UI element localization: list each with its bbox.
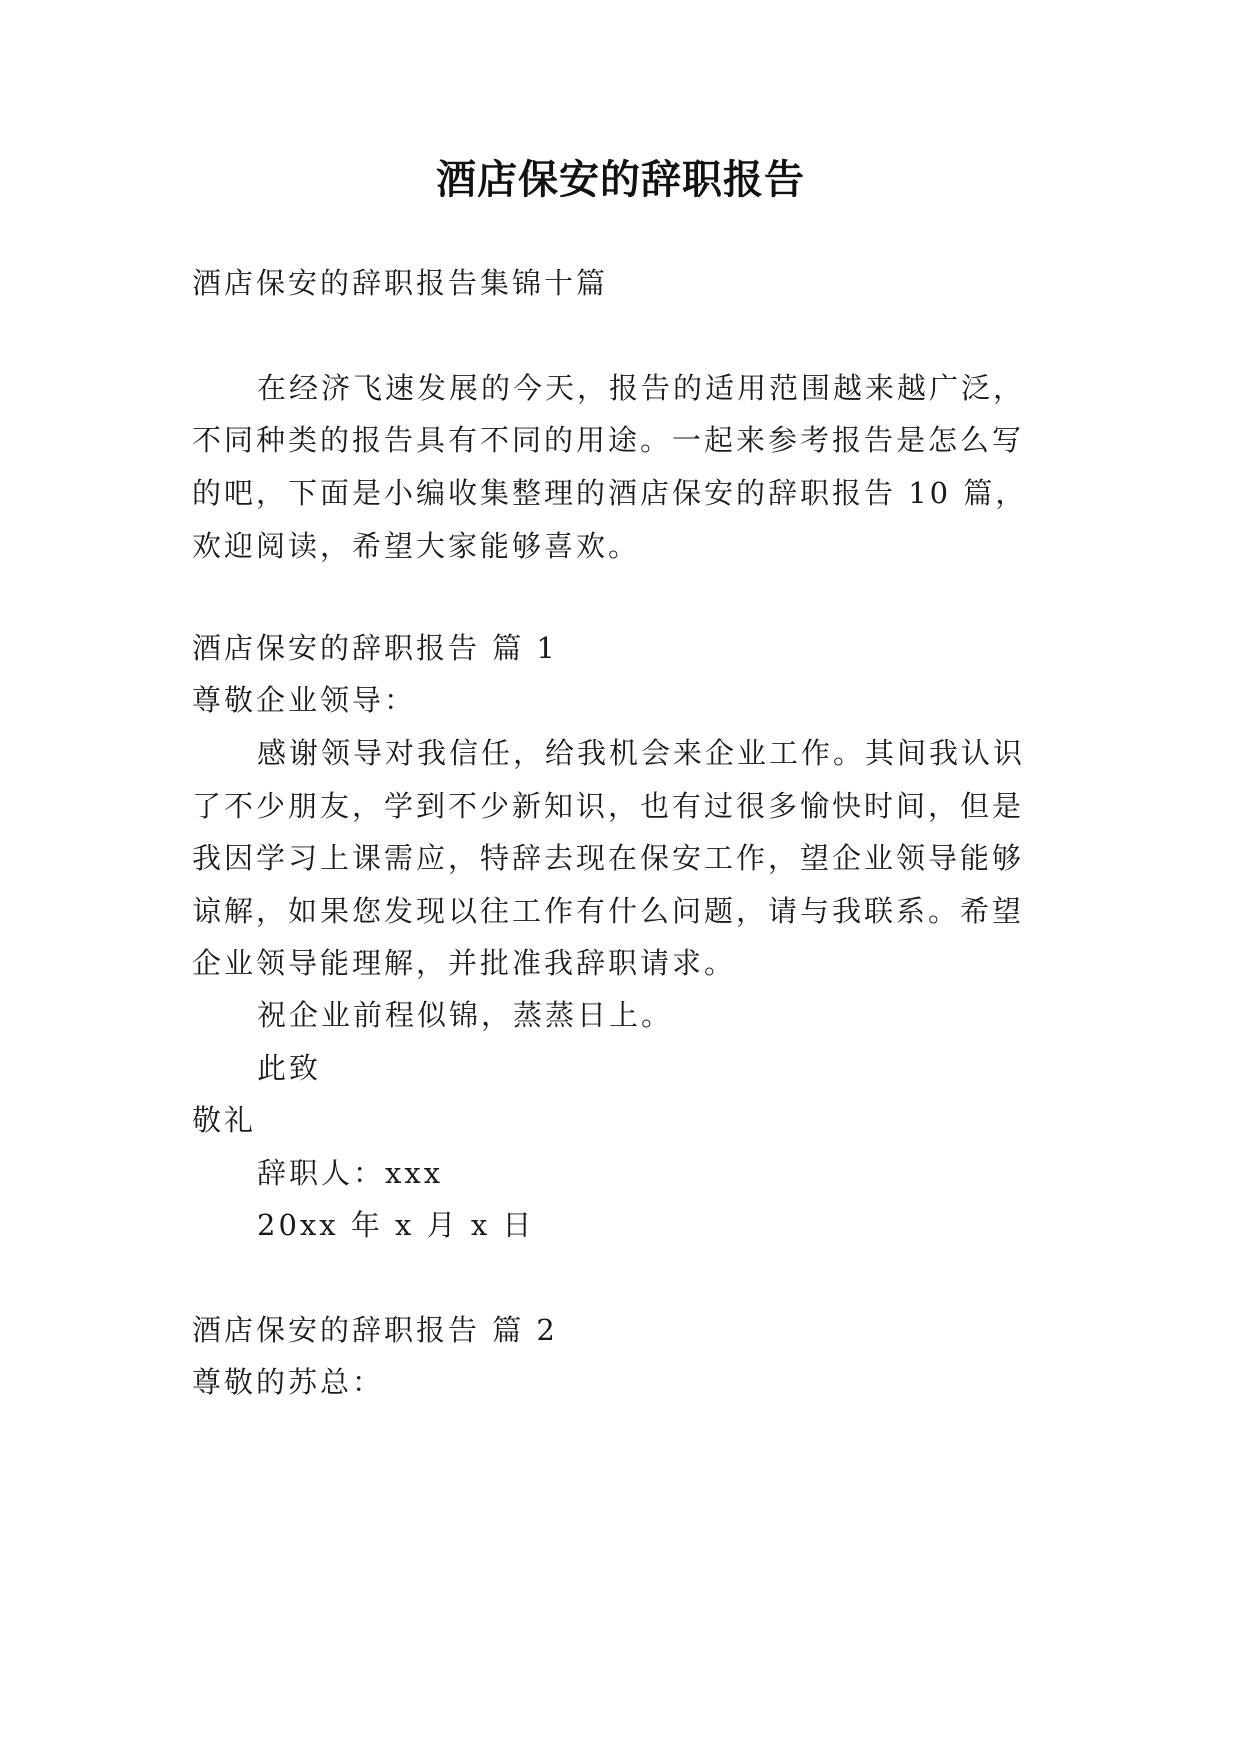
body-line: 感谢领导对我信任，给我机会来企业工作。其间我认识 <box>257 736 1026 770</box>
salutation: 尊敬企业领导： <box>192 683 417 717</box>
intro-line: 不同种类的报告具有不同的用途。一起来参考报告是怎么写 <box>192 423 1025 457</box>
signer-line: 辞职人：xxx <box>257 1156 444 1190</box>
document-subtitle: 酒店保安的辞职报告集锦十篇 <box>192 266 609 300</box>
document-title: 酒店保安的辞职报告 <box>436 156 805 203</box>
intro-line: 欢迎阅读，希望大家能够喜欢。 <box>192 529 641 563</box>
intro-line: 在经济飞速发展的今天，报告的适用范围越来越广泛， <box>257 371 1026 405</box>
body-line: 我因学习上课需应，特辞去现在保安工作，望企业领导能够 <box>192 841 1025 875</box>
closing-line: 此致 <box>257 1051 322 1085</box>
wish-line: 祝企业前程似锦，蒸蒸日上。 <box>257 998 674 1032</box>
section-heading: 酒店保安的辞职报告 篇 2 <box>192 1313 558 1347</box>
closing-line: 敬礼 <box>192 1103 257 1137</box>
date-line: 20xx 年 x 月 x 日 <box>257 1208 535 1242</box>
intro-line: 的吧，下面是小编收集整理的酒店保安的辞职报告 10 篇， <box>192 476 1028 510</box>
section-heading: 酒店保安的辞职报告 篇 1 <box>192 631 558 665</box>
body-line: 谅解，如果您发现以往工作有什么问题，请与我联系。希望 <box>192 894 1025 928</box>
body-line: 了不少朋友，学到不少新知识，也有过很多愉快时间，但是 <box>192 789 1025 823</box>
salutation: 尊敬的苏总： <box>192 1365 385 1399</box>
body-line: 企业领导能理解，并批准我辞职请求。 <box>192 946 737 980</box>
